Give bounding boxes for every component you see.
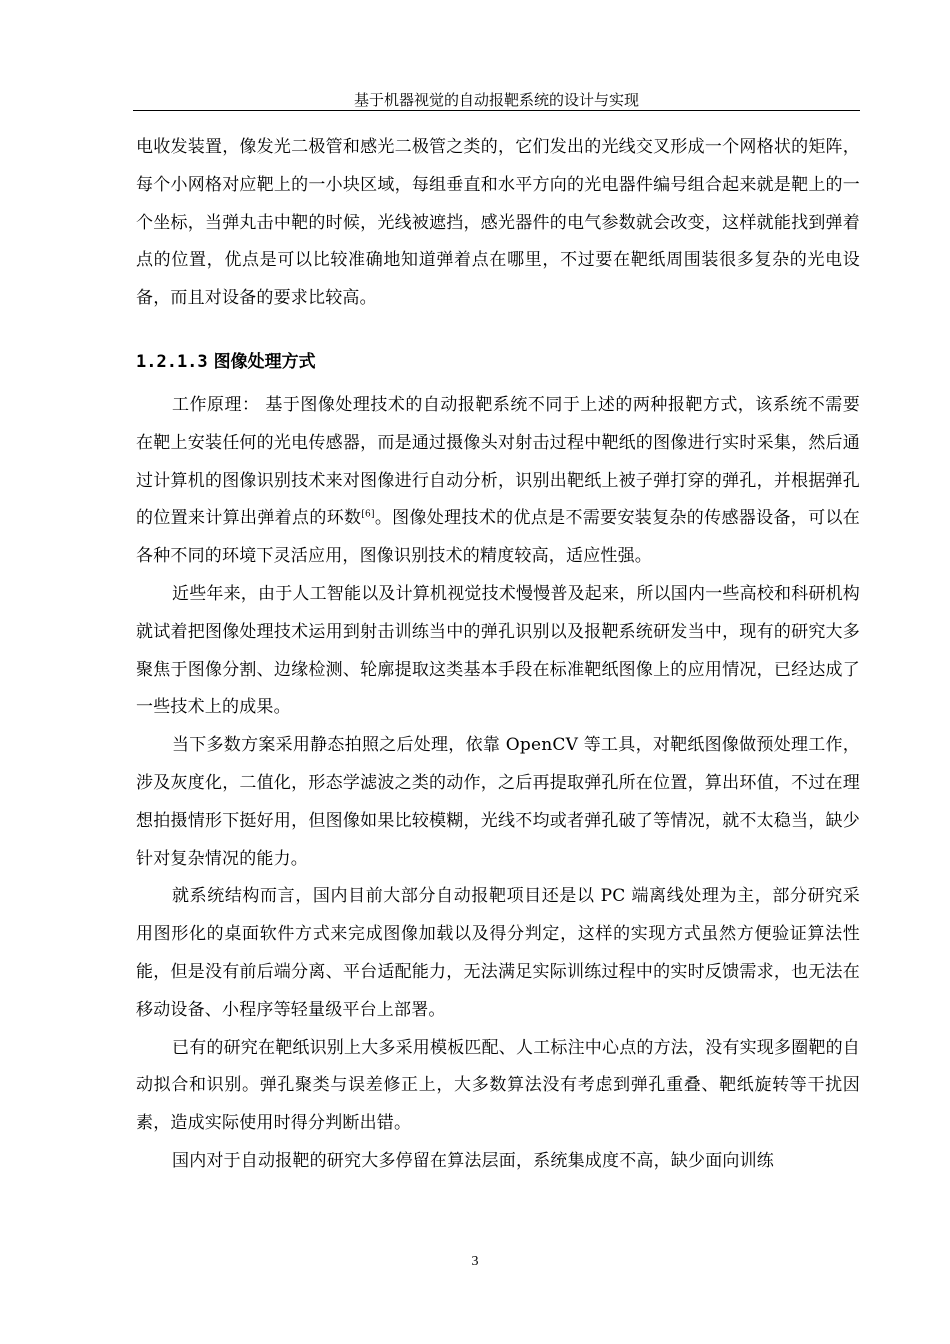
paragraph-target-recognition: 已有的研究在靶纸识别上大多采用模板匹配、人工标注中心点的方法，没有实现多圈靶的自动拟合和识别。弹孔聚类与误差修正上，大多数算法没有考虑到弹孔重叠、靶纸旋转等干扰因素，造成实际使用时得分判断出错。 [136, 1037, 860, 1134]
paragraph-domestic-research: 国内对于自动报靶的研究大多停留在算法层面，系统集成度不高，缺少面向训练 [172, 1150, 774, 1171]
document-body [136, 129, 860, 1181]
citation-reference: [6] [361, 509, 375, 520]
section-heading [136, 345, 860, 379]
paragraph-text: 工作原理： 基于图像处理技术的自动报靶系统不同于上述的两种报靶方式，该系统不需要在靶上安装任何的光电传感器，而是通过摄像头对射击过程中靶纸的图像进行实时采集，然后通过计算机的图像识别技术来对图像进行自动分析，识别出靶纸上被子弹打穿的弹孔，并根据弹孔的位置来计算出弹着点的环数 [136, 394, 860, 529]
paragraph-recent-research: 近些年来，由于人工智能以及计算机视觉技术慢慢普及起来，所以国内一些高校和科研机构就试着把图像处理技术运用到射击训练当中的弹孔识别以及报靶系统研发当中，现有的研究大多聚焦于图像分割、边缘检测、轮廓提取这类基本手段在标准靶纸图像上的应用情况，已经达成了一些技术上的成果。 [136, 583, 860, 718]
paragraph-static-processing: 当下多数方案采用静态拍照之后处理，依靠 OpenCV 等工具，对靶纸图像做预处理工作，涉及灰度化，二值化，形态学滤波之类的动作，之后再提取弹孔所在位置，算出环值，不过在理想拍摄情形下挺好用，但图像如果比较模糊，光线不均或者弹孔破了等情况，就不太稳当，缺少针对复杂情况的能力。 [136, 735, 860, 869]
paragraph-photoelectric-continued: 电收发装置，像发光二极管和感光二极管之类的，它们发出的光线交叉形成一个网格状的矩阵，每个小网格对应靶上的一小块区域，每组垂直和水平方向的光电器件编号组合起来就是靶上的一个坐标，当弹丸击中靶的时候，光线被遮挡，感光器件的电气参数就会改变，这样就能找到弹着点的位置，优点是可以比较准确地知道弹着点在哪里，不过要在靶纸周围装很多复杂的光电设备，而且对设备的要求比较高。 [136, 137, 860, 309]
section-number: 1.2.1.3 [136, 351, 208, 372]
running-header: 基于机器视觉的自动报靶系统的设计与实现 [353, 91, 639, 109]
section-title: 图像处理方式 [213, 351, 316, 372]
paragraph-text: 。图像处理技术的优点是不需要安装复杂的传感器设备，可以在各种不同的环境下灵活应用，图像识别技术的精度较高，适应性强。 [136, 508, 860, 567]
paragraph-system-structure: 就系统结构而言，国内目前大部分自动报靶项目还是以 PC 端离线处理为主，部分研究采用图形化的桌面软件方式来完成图像加载以及得分判定，这样的实现方式虽然方便验证算法性能，但是没有前后端分离、平台适配能力，无法满足实际训练过程中的实时反馈需求，也无法在移动设备、小程序等轻量级平台上部署。 [136, 886, 860, 1020]
page-number: 3 [471, 1254, 479, 1269]
paragraph-working-principle [136, 387, 860, 576]
header-divider [133, 110, 860, 111]
